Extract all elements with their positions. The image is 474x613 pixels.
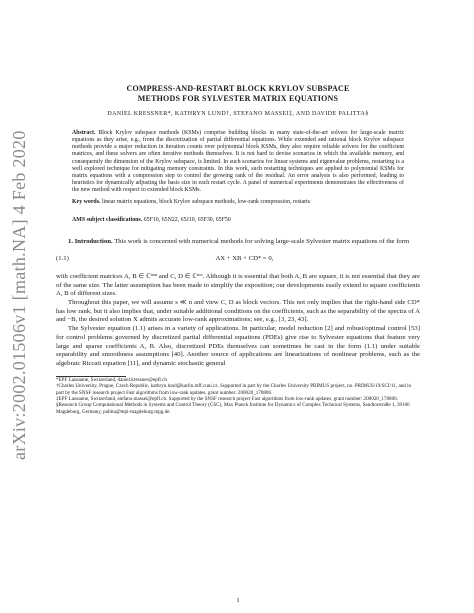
footnote-4: §Research Group Computational Methods in Systems and Control Theory (CSC), Max Planck Institute for Dynamics of Complex Technical Systems, Sandtorstraße 1, 39106 Magdeburg, Germany, palitta@mpi-magdeburg.mpg.de.	[56, 402, 410, 415]
title-line-1: COMPRESS-AND-RESTART BLOCK KRYLOV SUBSPACE	[126, 84, 350, 93]
intro-paragraph-1: 1. Introduction. This work is concerned with numerical methods for solving large-scale Sylvester matrix equations of the form	[68, 237, 410, 245]
intro-paragraph-2: with coefficient matrices A, B ∈ ℂⁿˣⁿ and C, D ∈ ℂⁿˣˢ. Although it is essential that both A, B are square, it is not essential that they are of the same size. The latter assumption has been made to simplify the exposition; our developments easily extend to square coefficients A, B of different sizes.	[56, 272, 420, 298]
ams-text: 65F10, 65N22, 65J10, 65F30, 65F50	[143, 216, 231, 223]
arxiv-id: arXiv:2002.01506v1 [math.NA] 4 Feb 2020	[9, 130, 29, 460]
title-line-2: METHODS FOR SYLVESTER MATRIX EQUATIONS	[137, 94, 339, 103]
abstract-text: Block Krylov subspace methods (KSMs) comprise building blocks in many state-of-the-art solvers for large-scale matrix equations as they arise, e.g., from the discretization of partial differential equations. While extended and rational block Krylov subspace methods provide a major reduction in iteration counts over polynomial block KSMs, they also require reliable solvers for the coefficient matrices, and these solvers are often iterative methods themselves. It is not hard to devise scenarios in which the available memory, and consequently the dimension of the Krylov subspace, is limited. In such scenarios for linear systems and eigenvalue problems, restarting is a well explored technique for mitigating memory constraints. In this work, such restarting techniques are applied to polynomial KSMs for matrix equations with a compression step to control the growing rank of the residual. An error analysis is also performed, leading to heuristics for dynamically adjusting the basis size in each restart cycle. A panel of numerical experiments demonstrates the effectiveness of the new method with respect to extended block KSMs.	[72, 130, 404, 194]
keywords-text: linear matrix equations, block Krylov subspace methods, low-rank compression, restarts	[101, 199, 311, 206]
abstract-label: Abstract.	[72, 130, 96, 136]
footnote-2: †Charles University, Prague, Czech Republic, kathryn.lund@karlin.mff.cuni.cz. Supported in part by the Charles University PRIMUS project, no. PRIMUS/19/SCI/11, and in part by the SNSF research project Fast algorithms from low-rank updates, grant number: 200020_178806.	[56, 383, 412, 396]
keywords-label: Key words.	[72, 199, 101, 206]
arxiv-sidebar	[4, 130, 34, 460]
equation-body: AX + XB + CD* = 0,	[215, 255, 274, 263]
introduction	[56, 238, 420, 369]
keywords	[72, 199, 404, 206]
paper-page	[56, 0, 420, 604]
section-heading: 1. Introduction.	[68, 237, 113, 245]
footnote-1: *EPF Lausanne, Switzerland, daniel.kressner@epfl.ch	[56, 376, 167, 383]
equation-label: (1.1)	[56, 255, 69, 263]
footnotes	[56, 377, 420, 415]
abstract	[72, 130, 404, 194]
paper-title	[56, 84, 420, 104]
footnote-3: ‡EPF Lausanne, Switzerland, stefano.massei@epfl.ch. Supported by the SNSF research project Fast algorithms from low-rank updates, grant number: 200020_178806.	[56, 395, 398, 402]
intro-paragraph-3: Throughout this paper, we will assume s ≪ n and view C, D as block vectors. This not only implies that the right-hand side CD* has low rank, but it also implies that, under suitable additional conditions on the coefficients, such as the separability of the spectra of A and −B, the desired solution X admits accurate low-rank approximations; see, e.g., [3, 23, 43].	[56, 299, 420, 324]
ams-classifications	[72, 217, 404, 223]
page-number: 1	[236, 597, 240, 604]
ams-label: AMS subject classifications.	[72, 216, 143, 223]
intro-paragraph-4: The Sylvester equation (1.1) arises in a variety of applications. In particular, model reduction [2] and robust/optimal control [53] for control problems governed by discretized partial differential equations (PDEs) give rise to Sylvester equations that feature very large and sparse coefficients A, B. Also, discretized PDEs themselves can sometimes be cast in the form (1.1) under suitable separability and smoothness assumptions [40]. Another source of applications are linearizations of nonlinear problems, such as the algebraic Riccati equation [11], and dynamic stochastic general	[56, 325, 420, 367]
equation-1-1	[56, 255, 420, 264]
author-list: DANIEL KRESSNER*, KATHRYN LUND†, STEFANO MASSEI‡, AND DAVIDE PALITTA§	[107, 111, 369, 117]
